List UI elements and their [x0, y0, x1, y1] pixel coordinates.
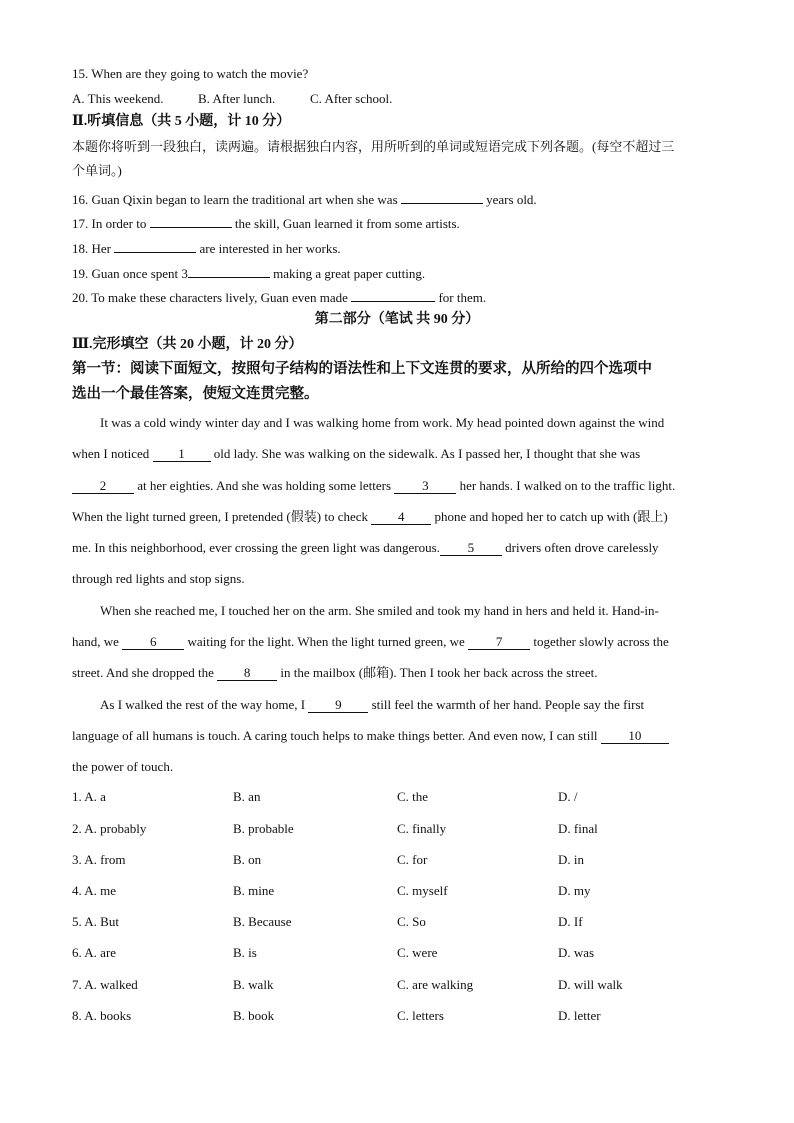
option-1d[interactable]: D. /: [558, 789, 578, 804]
cloze-passage: [72, 407, 722, 783]
cloze-blank-5[interactable]: 5: [440, 541, 502, 556]
q17: [72, 214, 460, 232]
passage-line: When she reached me, I touched her on the arm. She smiled and took my hand in hers and held it. Hand-in-: [100, 602, 659, 618]
passage-line: 2 at her eighties. And she was holding some letters 3 her hands. I walked on to the traffic light.: [72, 470, 722, 501]
option-2d[interactable]: D. final: [558, 821, 598, 836]
q16: [72, 190, 537, 208]
option-1b[interactable]: B. an: [233, 789, 261, 804]
q20-text-b: for them.: [438, 290, 487, 305]
q18-text-a: 18. Her: [72, 241, 111, 256]
q15-option-a: A. This weekend.: [72, 91, 164, 106]
q19-answer-blank[interactable]: [188, 264, 270, 278]
cloze-blank-6[interactable]: 6: [122, 635, 184, 650]
option-7a[interactable]: 7. A. walked: [72, 977, 138, 992]
option-4c[interactable]: C. myself: [397, 883, 448, 898]
q17-text-a: 17. In order to: [72, 216, 147, 231]
option-3a[interactable]: 3. A. from: [72, 852, 126, 867]
passage-line: street. And she dropped the 8 in the mailbox (邮箱). Then I took her back across the street.: [72, 665, 598, 681]
q19-text-b: making a great paper cutting.: [273, 266, 426, 281]
q16-text-b: years old.: [486, 192, 537, 207]
option-1a[interactable]: 1. A. a: [72, 789, 106, 804]
cloze-blank-7[interactable]: 7: [468, 635, 530, 650]
option-3b[interactable]: B. on: [233, 852, 262, 867]
cloze-blank-9[interactable]: 9: [308, 698, 368, 713]
q18-text-b: are interested in her works.: [199, 241, 341, 256]
passage-line: me. In this neighborhood, ever crossing the green light was dangerous. 5 drivers often drove carelessly: [72, 540, 659, 556]
option-4d[interactable]: D. my: [558, 883, 591, 898]
section3-heading: Ⅲ.完形填空（共 20 小题，计 20 分）: [72, 337, 303, 352]
cloze-blank-4[interactable]: 4: [371, 510, 431, 525]
passage-line: through red lights and stop signs.: [72, 571, 245, 587]
q15-option-b: B. After lunch.: [198, 91, 276, 106]
option-2a[interactable]: 2. A. probably: [72, 821, 147, 836]
option-6a[interactable]: 6. A. are: [72, 945, 117, 960]
q15-stem: 15. When are they going to watch the movie?: [72, 66, 309, 81]
section2-instruction-line2: 个单词。): [72, 163, 122, 178]
cloze-blank-3[interactable]: 3: [394, 479, 456, 494]
q15-option-c: C. After school.: [310, 91, 393, 106]
cloze-blank-8[interactable]: 8: [217, 666, 277, 681]
q20: [72, 288, 486, 306]
option-8d[interactable]: D. letter: [558, 1008, 601, 1023]
option-8b[interactable]: B. book: [233, 1008, 275, 1023]
section2-heading: Ⅱ.听填信息（共 5 小题，计 10 分）: [72, 114, 291, 129]
option-5b[interactable]: B. Because: [233, 914, 292, 929]
option-4a[interactable]: 4. A. me: [72, 883, 117, 898]
option-7d[interactable]: D. will walk: [558, 977, 623, 992]
cloze-blank-1[interactable]: 1: [153, 447, 211, 462]
option-6c[interactable]: C. were: [397, 945, 438, 960]
passage-line: when I noticed 1 old lady. She was walking on the sidewalk. As I passed her, I thought that she was: [72, 446, 641, 462]
q17-answer-blank[interactable]: [150, 214, 232, 228]
section3-instruction-line2: 选出一个最佳答案，使短文连贯完整。: [72, 386, 319, 402]
option-5d[interactable]: D. If: [558, 914, 583, 929]
option-8c[interactable]: C. letters: [397, 1008, 444, 1023]
q18: [72, 239, 341, 257]
option-3d[interactable]: D. in: [558, 852, 584, 867]
q20-answer-blank[interactable]: [351, 288, 435, 302]
part2-title: 第二部分（笔试 共 90 分）: [314, 312, 480, 327]
cloze-blank-10[interactable]: 10: [601, 729, 669, 744]
cloze-blank-2[interactable]: 2: [72, 479, 134, 494]
q16-text-a: 16. Guan Qixin began to learn the traditional art when she was: [72, 192, 398, 207]
passage-line: As I walked the rest of the way home, I 9 still feel the warmth of her hand. People say the first: [100, 696, 645, 712]
option-4b[interactable]: B. mine: [233, 883, 275, 898]
q15-options: [72, 91, 392, 107]
option-2b[interactable]: B. probable: [233, 821, 294, 836]
option-1c[interactable]: C. the: [397, 789, 429, 804]
q18-answer-blank[interactable]: [114, 239, 196, 253]
option-6b[interactable]: B. is: [233, 945, 257, 960]
section2-instruction-line1: 本题你将听到一段独白，读两遍。请根据独白内容，用所听到的单词或短语完成下列各题。(每空不超过三: [72, 139, 675, 154]
passage-line: the power of touch.: [72, 759, 174, 775]
option-3c[interactable]: C. for: [397, 852, 428, 867]
option-5c[interactable]: C. So: [397, 914, 426, 929]
q17-text-b: the skill, Guan learned it from some artists.: [234, 216, 460, 231]
q19-text-a: 19. Guan once spent 3: [72, 266, 188, 281]
option-8a[interactable]: 8. A. books: [72, 1008, 132, 1023]
passage-line: It was a cold windy winter day and I was walking home from work. My head pointed down against the wind: [100, 415, 665, 430]
q19: [72, 264, 425, 282]
passage-line: When the light turned green, I pretended (假装) to check 4 phone and hoped her to catch up with (跟上): [72, 508, 668, 524]
option-7b[interactable]: B. walk: [233, 977, 274, 992]
option-5a[interactable]: 5. A. But: [72, 914, 119, 929]
passage-line: language of all humans is touch. A caring touch helps to make things better. And even now, I can still 10: [72, 720, 722, 751]
q16-answer-blank[interactable]: [401, 190, 483, 204]
option-6d[interactable]: D. was: [558, 945, 595, 960]
option-2c[interactable]: C. finally: [397, 821, 447, 836]
section3-instruction-line1: 第一节：阅读下面短文，按照句子结构的语法性和上下文连贯的要求，从所给的四个选项中: [72, 361, 652, 377]
passage-line: hand, we 6 waiting for the light. When the light turned green, we 7 together slowly across the: [72, 634, 669, 650]
option-7c[interactable]: C. are walking: [397, 977, 474, 992]
q20-text-a: 20. To make these characters lively, Guan even made: [72, 290, 348, 305]
